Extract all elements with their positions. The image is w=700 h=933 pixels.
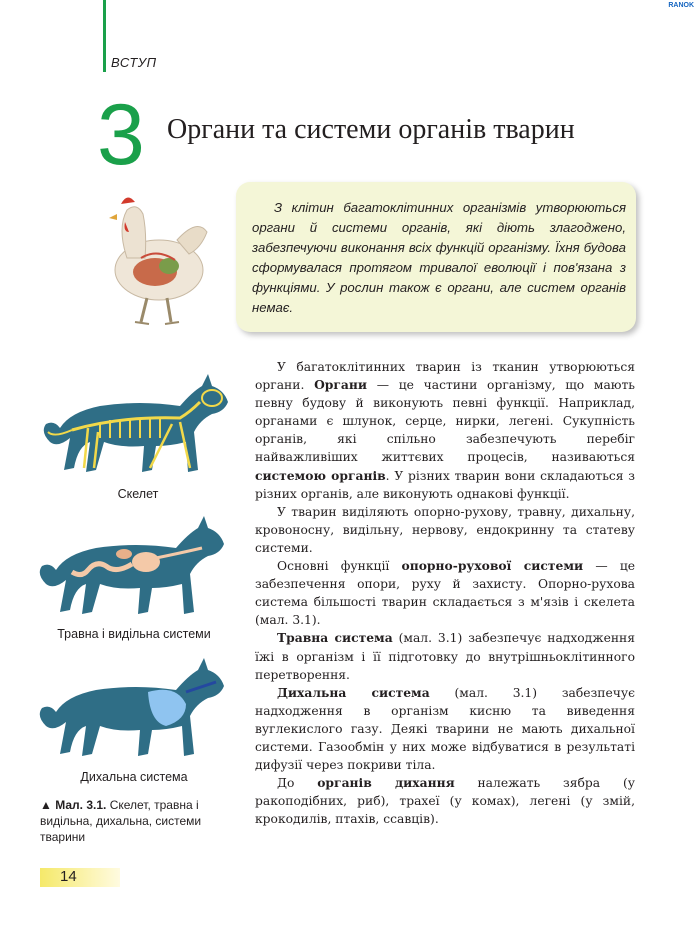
figure-caption (40, 797, 230, 845)
caption-ref: Мал. 3.1. (55, 798, 107, 812)
body-paragraph: До органів дихання належать зябра (у ракоподібних, риб), трахеї (у комах), легені (у змій, крокодилів, птахів, ссавців). (255, 775, 635, 827)
section-accent-line (103, 0, 106, 72)
body-paragraph: Травна система (мал. 3.1) забезпечує надходження їжі в організм і її підготовку до внутрішньоклітинного перетворення. (255, 630, 635, 682)
publisher-logo: RANOK (668, 2, 694, 9)
body-paragraph: У тварин виділяють опорно-рухову, травну, дихальну, кровоносну, видільну, нервову, ендокринну та статеву системи. (255, 504, 635, 555)
figure-label-respiratory: Дихальна система (80, 770, 188, 784)
body-paragraph: Основні функції опорно-рухової системи — це забезпечення опори, руху й захисту. Опорно-рухова система більшості тварин складається з м'язів і скелета (мал. 3.1). (255, 558, 636, 628)
cat-skeleton-illustration (40, 372, 236, 482)
body-paragraph: У багатоклітинних тварин із тканин утворюються органи. Органи — це частини організму, що мають певну будову й виконують певні функції. Наприклад, органами є шлунок, серце, нирки, легені. Сукупність органів, які спільно забезпечують перебіг найважливіших життєвих процесів, називаються системою органів. У різних тварин вони складаються з різних органів, але виконують однакові функції. (255, 360, 635, 501)
figure-label-skeleton: Скелет (117, 487, 159, 501)
caption-marker-icon: ▲ (40, 798, 52, 812)
body-text (255, 358, 635, 828)
caption-text: Скелет, травна і видільна, дихальна, системи тварини (40, 798, 202, 844)
figure-label-digestive: Травна і видільна системи (57, 627, 211, 641)
chapter-number: 3 (97, 87, 145, 183)
cat-digestive-illustration (36, 514, 236, 622)
page-number: 14 (60, 868, 77, 885)
section-label: ВСТУП (111, 55, 157, 70)
cat-respiratory-illustration (36, 656, 236, 764)
rooster-anatomy-illustration (97, 188, 212, 330)
body-paragraph: Дихальна система (мал. 3.1) забезпечує надходження в організм кисню та виведення вуглекислого газу. Деякі тварини не мають дихальної системи. Газообмін у них може відбуватися в результаті дифузії через покриви тіла. (255, 684, 635, 773)
intro-text: З клітин багатоклітинних організмів утворюються органи й системи органів, які діють злагоджено, забезпечуючи виконання всіх функцій організму. Їхня будова сформувалася протягом тривалої еволюції і пов'язана з функціями. У рослин також є органи, але систем органів немає. (252, 200, 626, 315)
chapter-title: Органи та системи органів тварин (167, 114, 575, 145)
page-number-bar (40, 868, 120, 887)
